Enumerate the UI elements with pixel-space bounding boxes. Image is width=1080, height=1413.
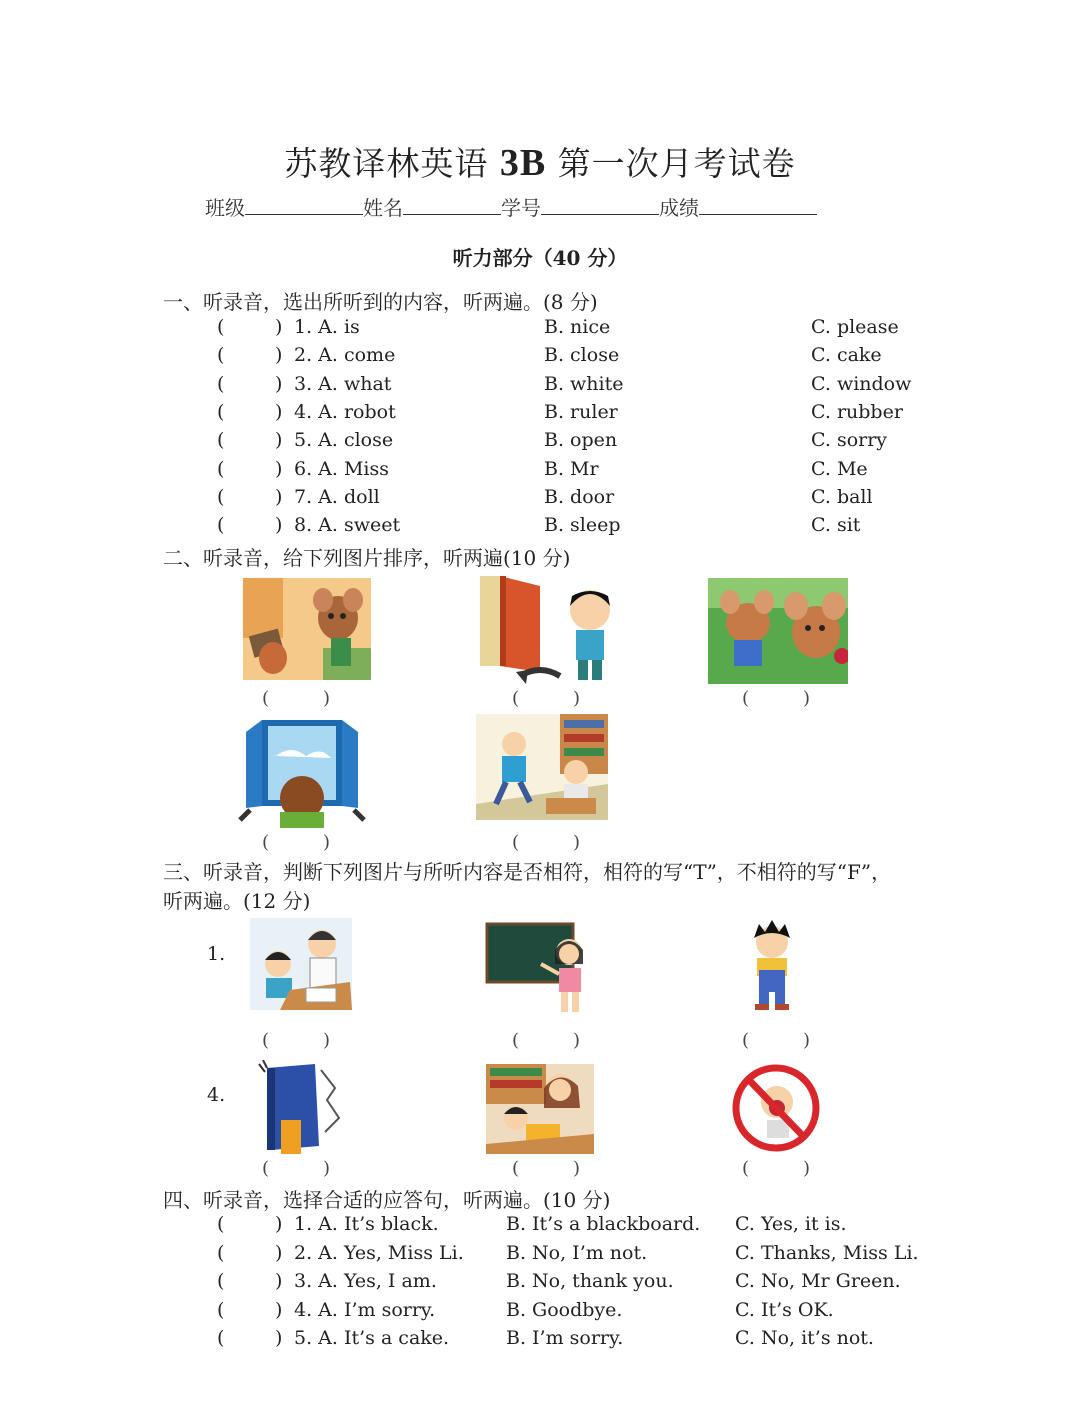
option-b: B. open bbox=[544, 429, 618, 452]
option-b: B. No, thank you. bbox=[506, 1270, 674, 1293]
option-a: 3. A. Yes, I am. bbox=[294, 1270, 437, 1293]
answer-bracket-close: ) bbox=[275, 344, 283, 367]
answer-bracket-close: ) bbox=[275, 429, 283, 452]
boy-standing-picture bbox=[741, 918, 803, 1012]
option-b: B. close bbox=[544, 344, 620, 367]
answer-bracket-close: ) bbox=[275, 457, 283, 480]
two-rats-picture bbox=[708, 578, 848, 684]
answer-bracket[interactable]: ( bbox=[217, 316, 225, 338]
answer-bracket-close: ) bbox=[275, 1241, 283, 1264]
score-label: 成绩 bbox=[659, 196, 699, 220]
option-a: 3. A. what bbox=[294, 372, 392, 395]
answer-bracket-close: ) bbox=[275, 1327, 283, 1350]
answer-bracket-close: ) bbox=[275, 514, 283, 537]
option-c: C. cake bbox=[811, 344, 882, 367]
option-a: 4. A. robot bbox=[294, 400, 396, 423]
option-c: C. No, Mr Green. bbox=[735, 1270, 901, 1293]
option-b: B. No, I’m not. bbox=[506, 1241, 648, 1264]
picture-answer-bracket[interactable]: ( ) bbox=[262, 1158, 331, 1179]
class-blank[interactable] bbox=[245, 194, 363, 215]
picture-answer-bracket[interactable]: ( ) bbox=[742, 1030, 811, 1051]
option-c: C. sit bbox=[811, 514, 861, 537]
option-a: 6. A. Miss bbox=[294, 457, 389, 480]
picture-answer-bracket[interactable]: ( ) bbox=[742, 688, 811, 709]
picture-answer-bracket[interactable]: ( ) bbox=[512, 832, 581, 853]
option-c: C. rubber bbox=[811, 400, 903, 423]
picture-answer-bracket[interactable]: ( ) bbox=[262, 832, 331, 853]
answer-bracket[interactable]: ( bbox=[217, 1213, 225, 1235]
q3-item-4-number: 4. bbox=[207, 1084, 226, 1106]
option-b: B. I’m sorry. bbox=[506, 1327, 624, 1350]
boy-teacher-desk-picture bbox=[250, 918, 352, 1010]
answer-bracket-close: ) bbox=[275, 372, 283, 395]
option-a: 2. A. come bbox=[294, 344, 396, 367]
q1-heading: 一、听录音，选出所听到的内容，听两遍。(8 分) bbox=[163, 290, 598, 314]
answer-bracket[interactable]: ( bbox=[217, 372, 225, 395]
answer-bracket[interactable]: ( bbox=[217, 400, 225, 423]
option-b: B. door bbox=[544, 485, 615, 508]
option-a: 2. A. Yes, Miss Li. bbox=[294, 1241, 464, 1264]
option-c: C. Thanks, Miss Li. bbox=[735, 1241, 919, 1264]
option-c: C. sorry bbox=[811, 429, 888, 452]
option-a: 1. A. is bbox=[294, 316, 360, 338]
listening-section-heading: 听力部分（40 分） bbox=[452, 246, 628, 270]
option-b: B. Goodbye. bbox=[506, 1298, 623, 1321]
answer-bracket-close: ) bbox=[275, 316, 283, 338]
option-b: B. ruler bbox=[544, 400, 618, 423]
student-no-label: 学号 bbox=[501, 196, 541, 220]
score-blank[interactable] bbox=[699, 194, 817, 215]
option-c: C. Me bbox=[811, 457, 868, 480]
name-blank[interactable] bbox=[403, 194, 501, 215]
student-info-line bbox=[205, 192, 817, 221]
answer-bracket-close: ) bbox=[275, 1270, 283, 1293]
book-closing-picture bbox=[255, 1060, 343, 1158]
boy-running-classroom-picture bbox=[476, 714, 608, 820]
page-title: 苏教译林英语 3B 第一次月考试卷 bbox=[284, 142, 796, 184]
answer-bracket[interactable]: ( bbox=[217, 1327, 225, 1350]
answer-bracket-close: ) bbox=[275, 485, 283, 508]
option-b: B. Mr bbox=[544, 457, 599, 480]
picture-answer-bracket[interactable]: ( ) bbox=[262, 1030, 331, 1051]
answer-bracket[interactable]: ( bbox=[217, 485, 225, 508]
option-c: C. No, it’s not. bbox=[735, 1327, 874, 1350]
answer-bracket-close: ) bbox=[275, 400, 283, 423]
option-a: 1. A. It’s black. bbox=[294, 1213, 439, 1235]
option-a: 7. A. doll bbox=[294, 485, 380, 508]
q3-item-1-number: 1. bbox=[207, 943, 226, 965]
answer-bracket[interactable]: ( bbox=[217, 1270, 225, 1293]
option-b: B. nice bbox=[544, 316, 611, 338]
answer-bracket[interactable]: ( bbox=[217, 514, 225, 537]
answer-bracket[interactable]: ( bbox=[217, 1241, 225, 1264]
picture-answer-bracket[interactable]: ( ) bbox=[512, 1030, 581, 1051]
picture-answer-bracket[interactable]: ( ) bbox=[262, 688, 331, 709]
option-a: 4. A. I’m sorry. bbox=[294, 1298, 436, 1321]
option-c: C. window bbox=[811, 372, 912, 395]
picture-answer-bracket[interactable]: ( ) bbox=[512, 688, 581, 709]
student-no-blank[interactable] bbox=[541, 194, 659, 215]
picture-answer-bracket[interactable]: ( ) bbox=[512, 1158, 581, 1179]
answer-bracket[interactable]: ( bbox=[217, 429, 225, 452]
q2-heading: 二、听录音，给下列图片排序，听两遍(10 分) bbox=[163, 546, 571, 570]
option-a: 5. A. It’s a cake. bbox=[294, 1327, 450, 1350]
name-label: 姓名 bbox=[363, 196, 403, 220]
answer-bracket[interactable]: ( bbox=[217, 1298, 225, 1321]
q3-heading-line2: 听两遍。(12 分) bbox=[163, 889, 311, 913]
rat-kitchen-picture bbox=[243, 578, 371, 680]
boy-door-picture bbox=[480, 576, 616, 688]
answer-bracket-close: ) bbox=[275, 1298, 283, 1321]
answer-bracket[interactable]: ( bbox=[217, 457, 225, 480]
class-label: 班级 bbox=[205, 196, 245, 220]
teacher-boy-reading-picture bbox=[486, 1064, 594, 1154]
q3-heading-line1: 三、听录音，判断下列图片与所听内容是否相符，相符的写“T”，不相符的写“F”， bbox=[163, 860, 892, 884]
picture-answer-bracket[interactable]: ( ) bbox=[742, 1158, 811, 1179]
option-a: 5. A. close bbox=[294, 429, 394, 452]
option-c: C. Yes, it is. bbox=[735, 1213, 847, 1235]
boy-window-picture bbox=[236, 716, 368, 828]
answer-bracket[interactable]: ( bbox=[217, 344, 225, 367]
option-b: B. white bbox=[544, 372, 624, 395]
girl-blackboard-picture bbox=[485, 920, 597, 1018]
option-b: B. sleep bbox=[544, 514, 621, 537]
no-eating-sign-picture bbox=[727, 1062, 825, 1154]
answer-bracket-close: ) bbox=[275, 1213, 283, 1235]
option-b: B. It’s a blackboard. bbox=[506, 1213, 701, 1235]
option-a: 8. A. sweet bbox=[294, 514, 401, 537]
option-c: C. ball bbox=[811, 485, 873, 508]
option-c: C. It’s OK. bbox=[735, 1298, 834, 1321]
option-c: C. please bbox=[811, 316, 899, 338]
q4-heading: 四、听录音，选择合适的应答句，听两遍。(10 分) bbox=[163, 1188, 611, 1212]
